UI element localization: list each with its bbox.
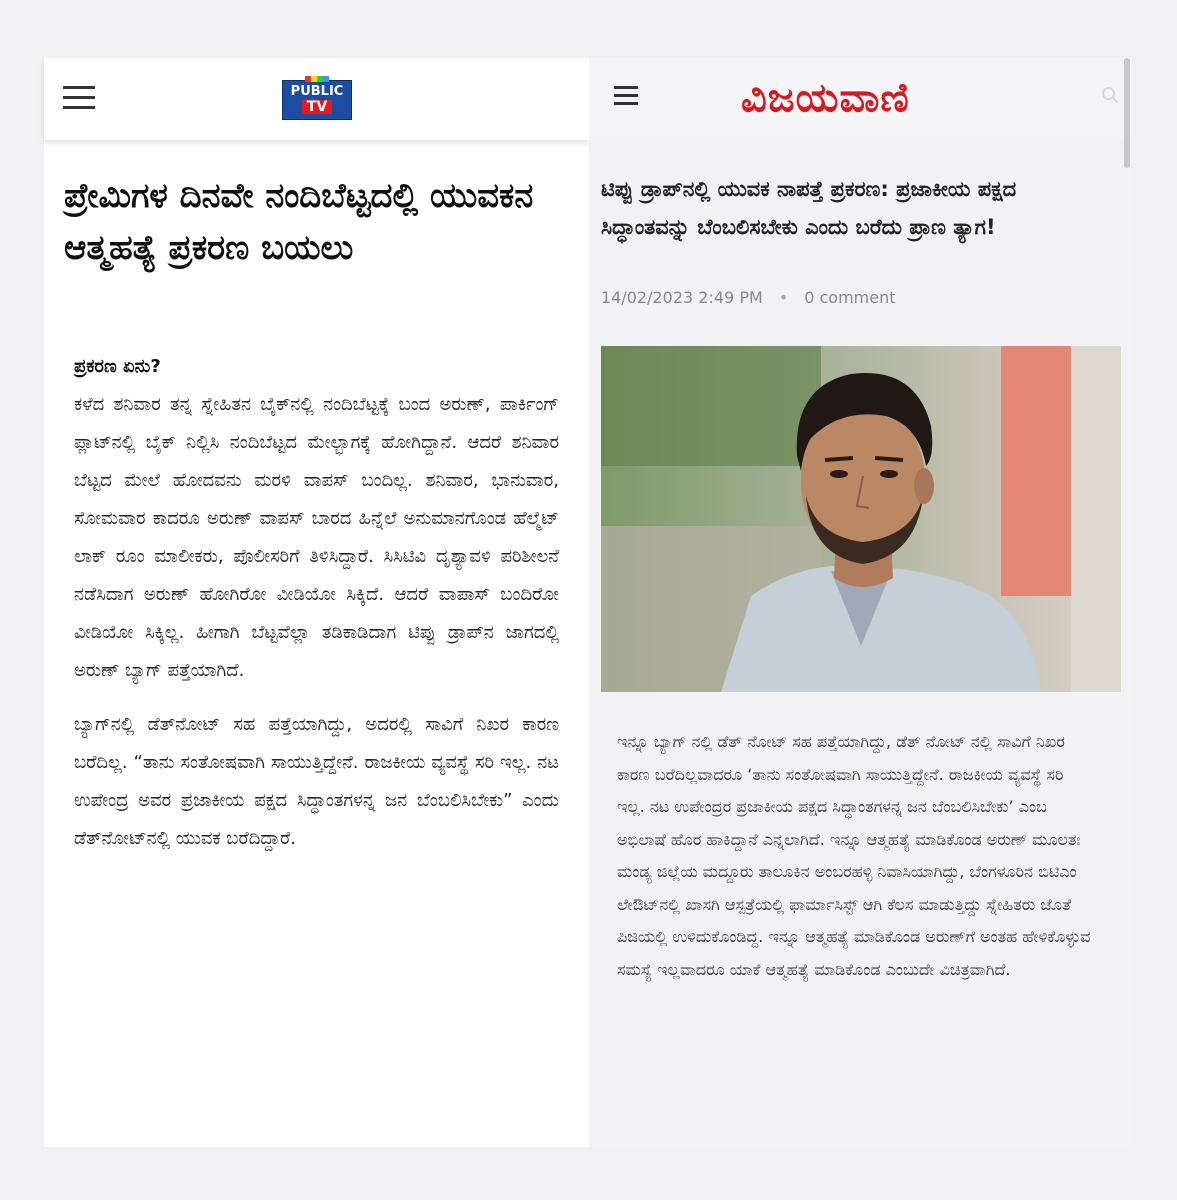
article-title: ಪ್ರೇಮಿಗಳ ದಿನವೇ ನಂದಿಬೆಟ್ಟದಲ್ಲಿ ಯುವಕನ ಆತ್ಮಹತ್ಯೆ ಪ್ರಕರಣ ಬಯಲು <box>64 176 534 268</box>
article-meta <box>601 288 896 307</box>
comment-count[interactable]: 0 comment <box>804 288 896 307</box>
article-paragraph: ಇನ್ನೂ ಬ್ಯಾಗ್ ನಲ್ಲಿ ಡೆತ್ ನೋಟ್ ಸಹ ಪತ್ತೆಯಾಗಿದ್ದು, ಡೆತ್ ನೋಟ್ ನಲ್ಲಿ ಸಾವಿಗೆ ನಿಖರ ಕಾರಣ ಬರೆದಿಲ್ಲವಾದರೂ ‘ತಾನು ಸಂತೋಷವಾಗಿ ಸಾಯುತ್ತಿದ್ದೇನೆ. ರಾಜಕೀಯ ವ್ಯವಸ್ಥೆ ಸರಿ ಇಲ್ಲ. ನಟ ಉಪೇಂದ್ರರ ಪ್ರಜಾಕೀಯ ಪಕ್ಷದ ಸಿದ್ಧಾಂತಗಳನ್ನ ಜನ ಬೆಂಬಲಿಸಿಬೇಕು’ ಎಂಬ ಅಭಿಲಾಷೆ ಹೊರ ಹಾಕಿದ್ದಾನೆ ಎನ್ನಲಾಗಿದೆ. ಇನ್ನೂ ಆತ್ಮಹತ್ಯೆ ಮಾಡಿಕೊಂಡ ಅರುಣ್ ಮೂಲತಃ ಮಂಡ್ಯ ಜಿಲ್ಲೆಯ ಮದ್ದೂರು ತಾಲೂಕಿನ ಅಂಬರಹಳ್ಳಿ ನಿವಾಸಿಯಾಗಿದ್ದು, ಬೆಂಗಳೂರಿನ ಬಿಟಿಎಂ ಲೇಔಟ್‌ನಲ್ಲಿ ಖಾಸಗಿ ಆಸ್ಪತ್ರೆಯಲ್ಲಿ ಫಾರ್ಮಾಸಿಸ್ಟ್ ಆಗಿ ಕೆಲಸ ಮಾಡುತ್ತಿದ್ದು ಸ್ನೇಹಿತರು ಜೊತೆ ಪಿಜಿಯಲ್ಲಿ ಉಳಿದುಕೊಂಡಿದ್ದ. ಇನ್ನೂ ಆತ್ಮಹತ್ಯೆ ಮಾಡಿಕೊಂಡ ಅರುಣ್‌ಗೆ ಅಂತಹ ಹೇಳಿಕೊಳ್ಳುವ ಸಮಸ್ಯೆ ಇಲ್ಲವಾದರೂ ಯಾಕೆ ಆತ್ಮಹತ್ಯೆ ಮಾಡಿಕೊಂಡ ಎಂಬುದೇ ವಿಚಿತ್ರವಾಗಿದೆ. <box>617 732 1091 979</box>
article-paragraph: ಬ್ಯಾಗ್‌ನಲ್ಲಿ ಡೆತ್‌ನೋಟ್ ಸಹ ಪತ್ತೆಯಾಗಿದ್ದು, ಅದರಲ್ಲಿ ಸಾವಿಗೆ ನಿಖರ ಕಾರಣ ಬರೆದಿಲ್ಲ. “ತಾನು ಸಂತೋಷವಾಗಿ ಸಾಯುತ್ತಿದ್ದೇನೆ. ರಾಜಕೀಯ ವ್ಯವಸ್ಥೆ ಸರಿ ಇಲ್ಲ. ನಟ ಉಪೇಂದ್ರ ಅವರ ಪ್ರಜಾಕೀಯ ಪಕ್ಷದ ಸಿದ್ಧಾಂತಗಳನ್ನ ಜನ ಬೆಂಬಲಿಸಿಬೇಕು” ಎಂದು ಡೆತ್‌ನೋಟ್‌ನಲ್ಲಿ ಯುವಕ ಬರೆದಿದ್ದಾರೆ. <box>74 714 559 849</box>
screenshot-collage <box>44 58 1133 1147</box>
menu-icon[interactable] <box>614 86 638 106</box>
person-photo-illustration <box>601 346 1121 692</box>
logo-text-public: PUBLIC <box>290 84 344 99</box>
publictv-article-panel <box>44 58 589 1147</box>
vijayavani-header <box>589 58 1133 138</box>
logo-text-tv: TV <box>302 100 332 114</box>
article-title: ಟಿಪ್ಪು ಡ್ರಾಪ್‌ನಲ್ಲಿ ಯುವಕ ನಾಪತ್ತೆ ಪ್ರಕರಣ: ಪ್ರಜಾಕೀಯ ಪಕ್ಷದ ಸಿದ್ಧಾಂತವನ್ನು ಬೆಂಬಲಿಸಬೇಕು ಎಂದು ಬರೆದು ಪ್ರಾಣ ತ್ಯಾಗ! <box>601 177 1017 239</box>
publictv-logo[interactable] <box>282 80 352 120</box>
section-heading: ಪ್ರಕರಣ ಏನು? <box>74 356 161 377</box>
article-body-section <box>589 718 1133 1118</box>
vijayavani-logo[interactable]: ವಿಜಯವಾಣಿ <box>741 75 910 121</box>
search-icon[interactable] <box>1101 86 1119 104</box>
publish-date: 14/02/2023 2:49 PM <box>601 288 763 307</box>
article-paragraph: ಕಳೆದ ಶನಿವಾರ ತನ್ನ ಸ್ನೇಹಿತನ ಬೈಕ್‌ನಲ್ಲಿ ನಂದಿಬೆಟ್ಟಕ್ಕೆ ಬಂದ ಅರುಣ್, ಪಾರ್ಕಿಂಗ್ ಪ್ಲಾಟ್‌ನಲ್ಲಿ ಬೈಕ್ ನಿಲ್ಲಿಸಿ ನಂದಿಬೆಟ್ಟದ ಮೇಲ್ಭಾಗಕ್ಕೆ ಹೋಗಿದ್ದಾನೆ. ಆದರೆ ಶನಿವಾರ ಬೆಟ್ಟದ ಮೇಲೆ ಹೋದವನು ಮರಳಿ ವಾಪಸ್ ಬಂದಿಲ್ಲ. ಶನಿವಾರ, ಭಾನುವಾರ, ಸೋಮವಾರ ಕಾದರೂ ಅರುಣ್ ವಾಪಸ್ ಬಾರದ ಹಿನ್ನೆಲೆ ಅನುಮಾನಗೊಂಡ ಹೆಲ್ಮೆಟ್ ಲಾಕ್ ರೂಂ ಮಾಲೀಕರು, ಪೊಲೀಸರಿಗೆ ತಿಳಿಸಿದ್ದಾರೆ. ಸಿಸಿಟಿವಿ ದೃಶ್ಯಾವಳಿ ಪರಿಶೀಲನೆ ನಡೆಸಿದಾಗ ಅರುಣ್ ಹೋಗಿರೋ ವೀಡಿಯೋ ಸಿಕ್ಕಿದೆ. ಆದರೆ ವಾಪಾಸ್ ಬಂದಿರೋ ವೀಡಿಯೋ ಸಿಕ್ಕಿಲ್ಲ. ಹೀಗಾಗಿ ಬೆಟ್ಟವೆಲ್ಲಾ ತಡಿಕಾಡಿದಾಗ ಟಿಪ್ಪು ಡ್ರಾಪ್‌ನ ಜಾಗದಲ್ಲಿ ಅರುಣ್ ಬ್ಯಾಗ್ ಪತ್ತೆಯಾಗಿದೆ. <box>74 394 559 681</box>
publictv-header <box>44 58 589 140</box>
menu-icon[interactable] <box>63 86 95 110</box>
scrollbar[interactable] <box>1124 58 1130 168</box>
separator-dot: • <box>778 288 789 307</box>
vijayavani-article-panel <box>589 58 1133 1147</box>
article-body <box>74 386 559 874</box>
article-photo <box>601 346 1121 692</box>
